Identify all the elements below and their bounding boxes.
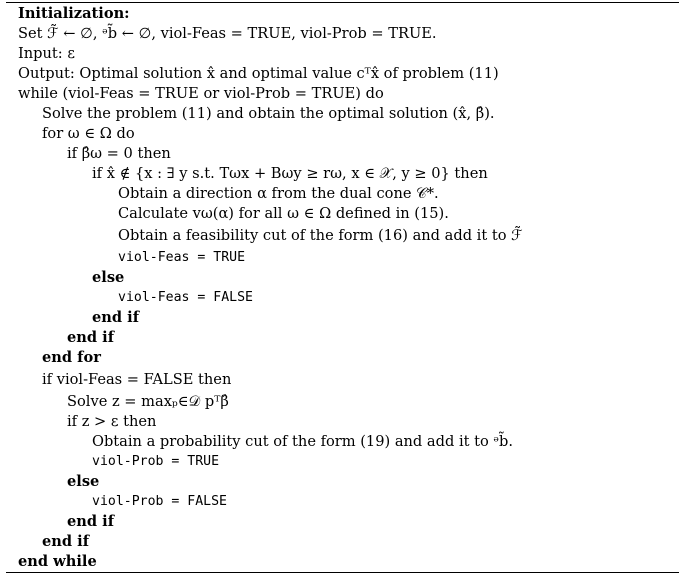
algo-line: if z > ε then [67,413,157,430]
algo-line: Calculate vω(α) for all ω ∈ Ω defined in (15). [118,205,449,222]
algo-line-text: Set ℱ̃ ← ∅, ᵊb̃ ← ∅, viol-Feas = TRUE, viol-Prob = TRUE. [18,25,437,42]
algo-line: if x̂ ∉ {x : ∃ y s.t. Tωx + Bωy ≥ rω, x ∈ 𝒳, y ≥ 0} then [92,165,488,182]
algo-line: end if [67,329,115,346]
algo-line: Solve z = maxₚ∈𝒟 pᵀβ̂ [67,393,229,410]
algo-line: if β̂ω = 0 then [67,145,171,162]
algo-line-text: Input: ε [18,45,75,62]
algo-line: end if [42,533,90,550]
algo-line: for ω ∈ Ω do [42,125,135,142]
algo-line: end if [92,309,140,326]
algo-line: viol-Feas = TRUE [118,250,246,265]
algo-line: end for [42,349,101,366]
algo-line: Obtain a direction α from the dual cone 𝒞*. [118,185,439,202]
algo-line [18,84,384,104]
bottom-rule [6,572,679,573]
top-rule [6,2,679,3]
algo-line [18,24,437,44]
algo-line: viol-Prob = TRUE [92,454,220,469]
algo-line: Obtain a probability cut of the form (19) and add it to ᵊb̃. [92,433,514,450]
algo-line: viol-Feas = FALSE [118,290,253,305]
algo-line: end while [18,553,97,570]
algo-line: Obtain a feasibility cut of the form (16) and add it to ℱ̃ [118,227,523,244]
algo-line: if viol-Feas = FALSE then [42,371,232,388]
algo-line: else [92,269,125,286]
algo-line-text: while (viol-Feas = TRUE or viol-Prob = TRUE) do [18,85,384,102]
algo-line: Solve the problem (11) and obtain the optimal solution (x̂, β̂). [42,105,495,122]
algo-line [18,44,75,64]
algo-line: Initialization: [18,5,130,22]
algo-line-text: Output: Optimal solution x̂ and optimal value cᵀx̂ of problem (11) [18,65,499,82]
algo-line [18,64,499,84]
algo-line: else [67,473,100,490]
algo-line: end if [67,513,115,530]
algo-line: viol-Prob = FALSE [92,494,227,509]
